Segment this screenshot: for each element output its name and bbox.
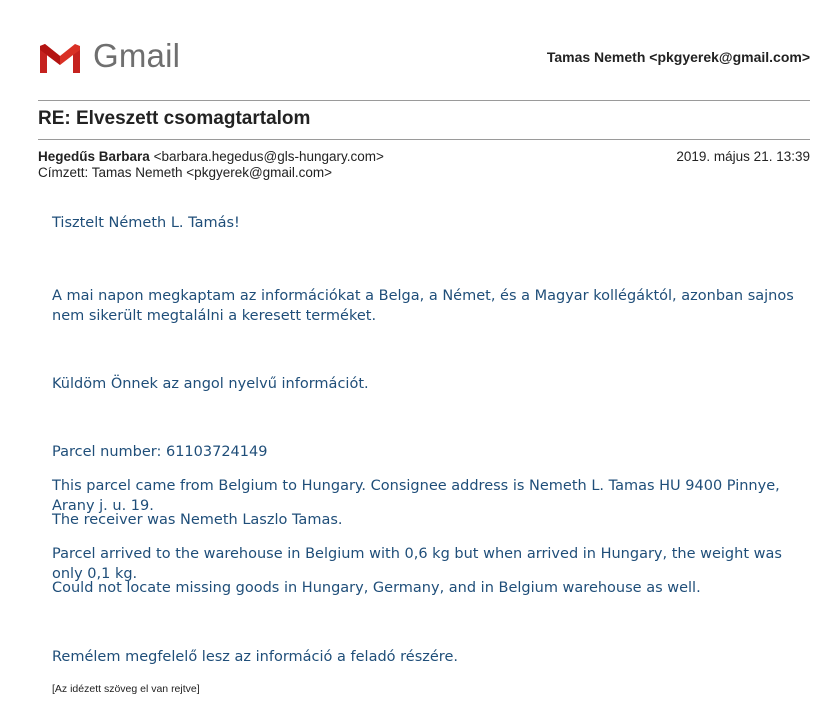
body-paragraph: The receiver was Nemeth Laszlo Tamas. — [52, 512, 343, 528]
quoted-text-hidden-note[interactable]: [Az idézett szöveg el van rejtve] — [52, 683, 200, 695]
gmail-wordmark: Gmail — [93, 37, 181, 74]
message-date: 2019. május 21. 13:39 — [676, 149, 810, 164]
account-identity: Tamas Nemeth <pkgyerek@gmail.com> — [546, 49, 810, 65]
sender-line — [38, 149, 384, 164]
recipient-line: Címzett: Tamas Nemeth <pkgyerek@gmail.com> — [38, 165, 333, 180]
body-paragraph: A mai napon megkaptam az információkat a Belga, a Német, és a Magyar kollégáktól, azonban sajnos nem sikerült megtalálni a keresett terméket. — [52, 288, 794, 324]
sender-name: Hegedűs Barbara — [38, 149, 150, 164]
header-divider — [38, 100, 810, 101]
body-paragraph: This parcel came from Belgium to Hungary. Consignee address is Nemeth L. Tamas HU 9400 Pinnye, Arany j. u. 19. — [52, 478, 780, 514]
body-paragraph: Parcel arrived to the warehouse in Belgium with 0,6 kg but when arrived in Hungary, the weight was only 0,1 kg. — [52, 546, 782, 582]
body-paragraph: Could not locate missing goods in Hungary, Germany, and in Belgium warehouse as well. — [52, 580, 701, 596]
subject-divider — [38, 139, 810, 140]
sender-email: <barbara.hegedus@gls-hungary.com> — [153, 149, 384, 164]
body-closing: Remélem megfelelő lesz az információ a feladó részére. — [52, 649, 458, 665]
body-greeting: Tisztelt Németh L. Tamás! — [52, 215, 240, 231]
body-parcel-number: Parcel number: 61103724149 — [52, 444, 268, 460]
body-paragraph: Küldöm Önnek az angol nyelvű információt. — [52, 376, 369, 392]
gmail-logo-icon — [37, 40, 83, 76]
message-subject: RE: Elveszett csomagtartalom — [38, 108, 311, 129]
